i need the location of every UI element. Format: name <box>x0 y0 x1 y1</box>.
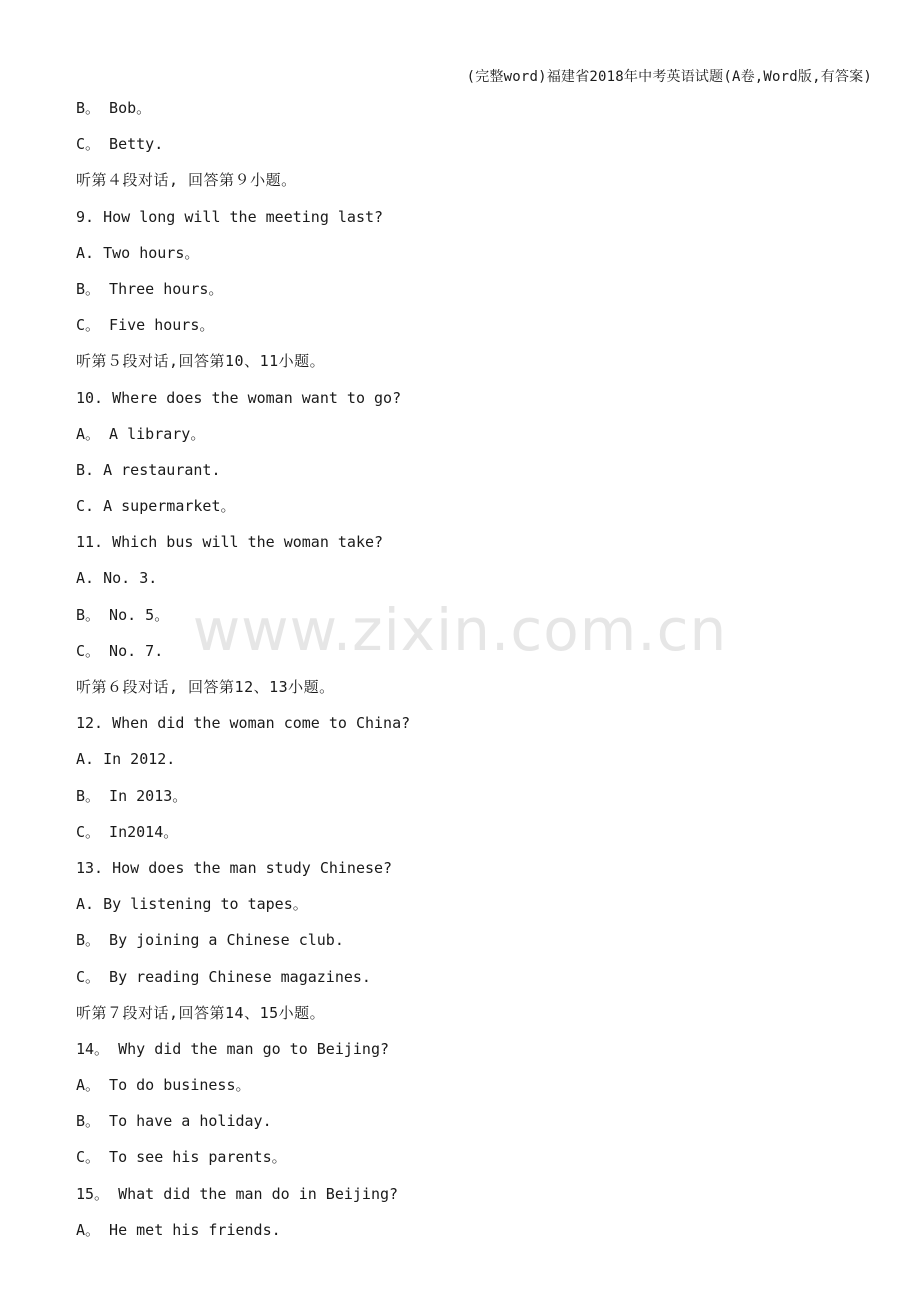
section-instruction-4: 听第４段对话, 回答第９小题。 <box>76 171 297 190</box>
q14-option-c: C。 To see his parents。 <box>76 1148 287 1167</box>
q9-option-b: B。 Three hours。 <box>76 279 224 298</box>
question-15: 15。 What did the man do in Beijing? <box>76 1184 399 1203</box>
question-14: 14。 Why did the man go to Beijing? <box>76 1039 390 1058</box>
q14-option-a: A。 To do business。 <box>76 1076 251 1095</box>
option-b-bob: B。 Bob。 <box>76 99 152 117</box>
document-header: (完整word)福建省2018年中考英语试题(A卷,Word版,有答案) <box>466 69 872 85</box>
q11-option-c: C。 No. 7. <box>76 641 164 660</box>
option-c-betty: C。 Betty. <box>76 135 164 154</box>
question-13: 13. How does the man study Chinese? <box>76 858 393 877</box>
q13-option-b: B。 By joining a Chinese club. <box>76 931 344 950</box>
q12-option-b: B。 In 2013。 <box>76 786 188 805</box>
q15-option-a: A。 He met his friends. <box>76 1220 281 1239</box>
q9-option-a: A. Two hours。 <box>76 243 200 262</box>
question-12: 12. When did the woman come to China? <box>76 714 411 733</box>
q13-option-a: A. By listening to tapes。 <box>76 895 308 914</box>
q14-option-b: B。 To have a holiday. <box>76 1112 272 1131</box>
section-instruction-6: 听第６段对话, 回答第12、13小题。 <box>76 678 335 696</box>
q11-option-a: A. No. 3. <box>76 569 158 588</box>
q10-option-b: B. A restaurant. <box>76 460 221 479</box>
question-10: 10. Where does the woman want to go? <box>76 388 402 407</box>
q10-option-a: A。 A library。 <box>76 424 206 443</box>
q9-option-c: C。 Five hours。 <box>76 316 215 335</box>
q12-option-a: A. In 2012. <box>76 750 176 769</box>
watermark: www.zixin.com.cn <box>192 596 728 664</box>
question-11: 11. Which bus will the woman take? <box>76 533 384 552</box>
document-body <box>76 90 880 1248</box>
q11-option-b: B。 No. 5。 <box>76 605 170 624</box>
section-instruction-7: 听第７段对话,回答第14、15小题。 <box>76 1003 326 1022</box>
q12-option-c: C。 In2014。 <box>76 822 179 841</box>
question-9: 9. How long will the meeting last? <box>76 207 384 226</box>
section-instruction-5: 听第５段对话,回答第10、11小题。 <box>76 352 326 371</box>
q13-option-c: C。 By reading Chinese magazines. <box>76 967 371 986</box>
q10-option-c: C. A supermarket。 <box>76 497 236 516</box>
